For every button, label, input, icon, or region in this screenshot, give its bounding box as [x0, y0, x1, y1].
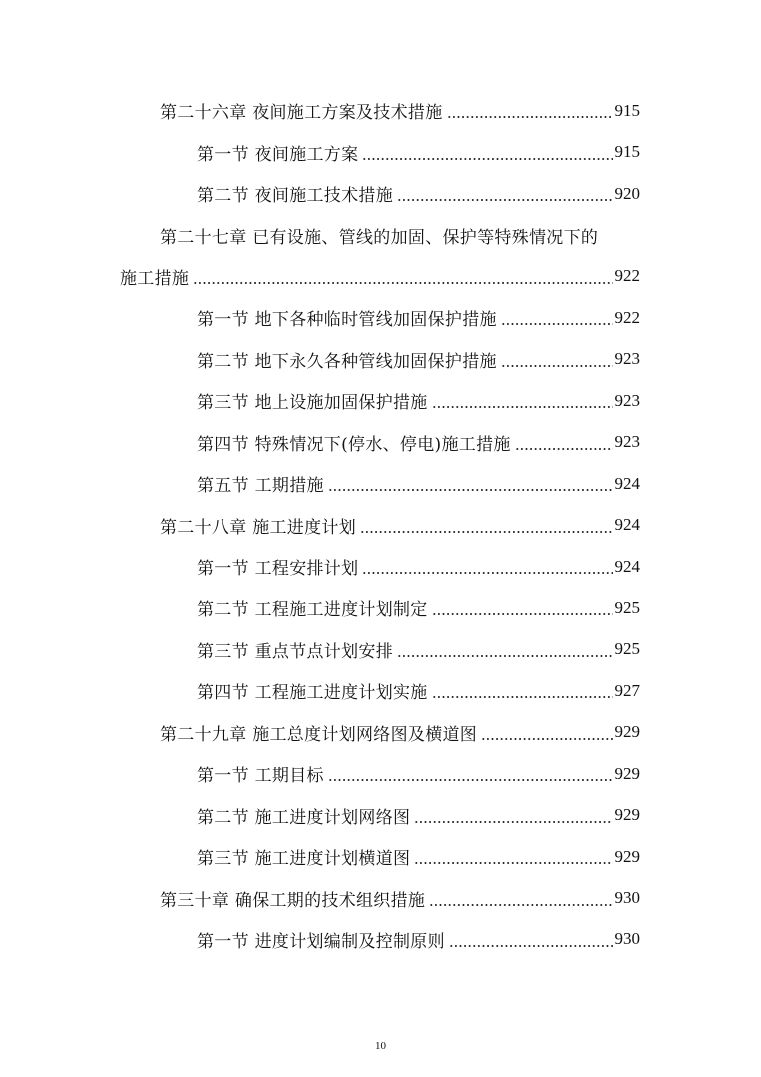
toc-entry-title: 第二十八章 施工进度计划: [160, 517, 357, 538]
toc-entry-page: 930: [614, 929, 640, 949]
toc-entry-title: 第三节 施工进度计划横道图: [197, 849, 411, 870]
dot-leader: [432, 682, 613, 699]
toc-entry-title: 第三节 地上设施加固保护措施: [197, 393, 428, 414]
toc-entry-title: 第一节 工程安排计划: [197, 559, 359, 580]
toc-entry-page: 925: [614, 597, 640, 617]
dot-leader: [414, 848, 612, 865]
toc-entry-page: 923: [614, 432, 640, 452]
toc-entry-title: 第五节 工期措施: [197, 476, 324, 497]
toc-entry-section[interactable]: [0, 380, 761, 421]
toc-entry-page: 923: [614, 390, 640, 410]
dot-leader: [447, 102, 613, 119]
toc-entry-title: 第四节 特殊情况下(停水、停电)施工措施: [197, 434, 511, 455]
dot-leader: [193, 268, 612, 285]
toc-entry-chapter[interactable]: [0, 214, 761, 255]
toc-entry-chapter[interactable]: [0, 712, 761, 753]
toc-entry-section[interactable]: [0, 422, 761, 463]
dot-leader: [481, 724, 612, 741]
toc-entry-page: 915: [614, 100, 640, 120]
toc-entry-section[interactable]: [0, 919, 761, 960]
toc-entry-section[interactable]: [0, 463, 761, 504]
toc-entry-title: 第一节 工期目标: [197, 766, 324, 787]
dot-leader: [515, 434, 613, 451]
toc-entry-section[interactable]: [0, 794, 761, 835]
toc-entry-page: 924: [614, 556, 640, 576]
toc-entry-title: 施工措施: [120, 268, 190, 289]
toc-entry-chapter[interactable]: [0, 256, 761, 297]
dot-leader: [432, 599, 613, 616]
toc-entry-title: 第一节 进度计划编制及控制原则: [197, 931, 445, 952]
toc-entry-chapter[interactable]: [0, 90, 761, 131]
toc-entry-title: 第二节 夜间施工技术措施: [197, 186, 394, 207]
toc-entry-title: 第一节 夜间施工方案: [197, 144, 359, 165]
toc-entry-section[interactable]: [0, 173, 761, 214]
toc-entry-page: 923: [614, 349, 640, 369]
toc-entry-page: 929: [614, 846, 640, 866]
dot-leader: [328, 765, 613, 782]
toc-entry-title: 第一节 地下各种临时管线加固保护措施: [197, 310, 497, 331]
dot-leader: [449, 931, 613, 948]
dot-leader: [360, 517, 612, 534]
toc-entry-page: 927: [614, 680, 640, 700]
dot-leader: [429, 890, 612, 907]
toc-entry-title: 第三十章 确保工期的技术组织措施: [160, 890, 426, 911]
toc-entry-title: 第二节 工程施工进度计划制定: [197, 600, 428, 621]
toc-entry-title: 第二十六章 夜间施工方案及技术措施: [160, 103, 443, 124]
toc-entry-page: 925: [614, 639, 640, 659]
toc-entry-title: 第四节 工程施工进度计划实施: [197, 683, 428, 704]
toc-entry-page: 922: [614, 266, 640, 286]
toc-entry-section[interactable]: [0, 297, 761, 338]
toc-entry-title: 第二节 地下永久各种管线加固保护措施: [197, 351, 497, 372]
dot-leader: [397, 185, 612, 202]
dot-leader: [432, 392, 613, 409]
toc-entry-section[interactable]: [0, 339, 761, 380]
toc-entry-page: 929: [614, 722, 640, 742]
dot-leader: [501, 309, 613, 326]
dot-leader: [501, 351, 613, 368]
dot-leader: [397, 641, 612, 658]
toc-entry-title: 第二十七章 已有设施、管线的加固、保护等特殊情况下的: [160, 227, 599, 248]
dot-leader: [362, 558, 612, 575]
page-number: 10: [375, 1040, 386, 1052]
dot-leader: [362, 144, 612, 161]
toc-entry-page: 920: [614, 183, 640, 203]
toc-entry-page: 929: [614, 763, 640, 783]
toc-entry-page: 924: [614, 473, 640, 493]
toc-entry-page: 929: [614, 805, 640, 825]
toc-entry-section[interactable]: [0, 546, 761, 587]
table-of-contents: [0, 90, 761, 960]
toc-entry-section[interactable]: [0, 587, 761, 628]
toc-entry-section[interactable]: [0, 629, 761, 670]
dot-leader: [328, 475, 613, 492]
toc-entry-section[interactable]: [0, 753, 761, 794]
toc-entry-chapter[interactable]: [0, 504, 761, 545]
dot-leader: [414, 807, 612, 824]
toc-entry-section[interactable]: [0, 836, 761, 877]
toc-entry-page: 930: [614, 888, 640, 908]
toc-entry-page: 915: [614, 142, 640, 162]
toc-entry-section[interactable]: [0, 131, 761, 172]
toc-entry-title: 第二十九章 施工总度计划网络图及横道图: [160, 724, 478, 745]
toc-entry-page: 922: [614, 307, 640, 327]
toc-entry-chapter[interactable]: [0, 877, 761, 918]
toc-entry-title: 第三节 重点节点计划安排: [197, 641, 394, 662]
toc-entry-section[interactable]: [0, 670, 761, 711]
toc-entry-page: 924: [614, 515, 640, 535]
toc-entry-title: 第二节 施工进度计划网络图: [197, 807, 411, 828]
